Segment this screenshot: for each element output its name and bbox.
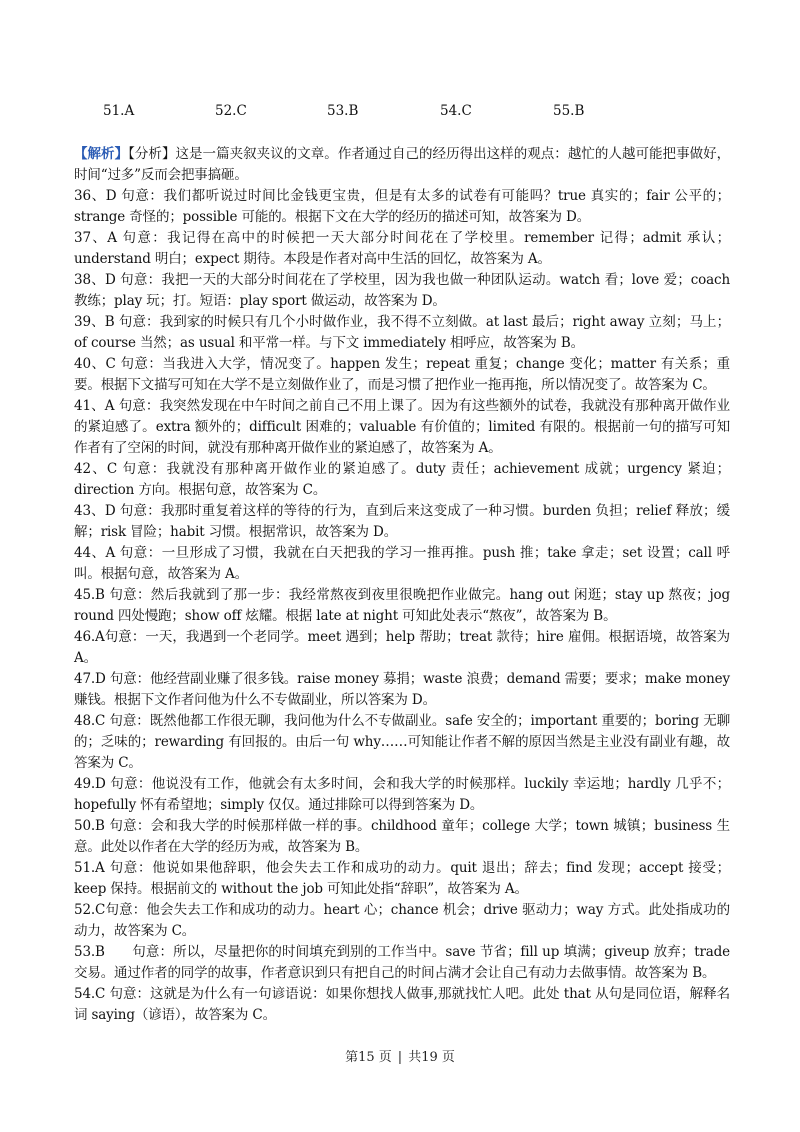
explanation-48: 48.C 句意：既然他都工作很无聊，我问他为什么不专做副业。safe 安全的；important 重要的；boring 无聊的；乏味的；rewarding 有回报的。由后一句 why……可知能让作者不解的原因当然是主业没有副业有趣，故答案为 C。 bbox=[74, 713, 730, 771]
explanation-52: 52.C句意：他会失去工作和成功的动力。heart 心；chance 机会；drive 驱动力；way 方式。此处指成功的动力，故答案为 C。 bbox=[74, 902, 730, 939]
explanation-37: 37、A 句意：我记得在高中的时候把一天大部分时间花在了学校里。remember 记得；admit 承认；understand 明白；expect 期待。本段是作者对高中生活的回忆，故答案为 A。 bbox=[74, 230, 730, 267]
explanation-49: 49.D 句意：他说没有工作，他就会有太多时间，会和我大学的时候那样。luckily 幸运地；hardly 几乎不；hopefully 怀有希望地；simply 仅仅。通过排除可以得到答案为 D。 bbox=[74, 776, 730, 813]
explanation-36: 36、D 句意：我们都听说过时间比金钱更宝贵，但是有太多的试卷有可能吗？true 真实的；fair 公平的；strange 奇怪的；possible 可能的。根据下文在大学的经历的描述可知，故答案为 D。 bbox=[74, 188, 730, 225]
analysis-content bbox=[74, 144, 730, 1026]
answer-55: 55.B bbox=[553, 103, 585, 119]
explanation-40: 40、C 句意：当我进入大学，情况变了。happen 发生；repeat 重复；change 变化；matter 有关系；重要。根据下文描写可知在大学不是立刻做作业了，而是习惯了把作业一拖再拖，所以情况变了。故答案为 C。 bbox=[74, 356, 730, 393]
page-footer bbox=[0, 1046, 800, 1065]
page-total: 共19 页 bbox=[408, 1050, 455, 1065]
explanation-45: 45.B 句意：然后我就到了那一步：我经常熬夜到夜里很晚把作业做完。hang out 闲逛；stay up 熬夜；jog round 四处慢跑；show off 炫耀。根据 late at night 可知此处表示“熬夜”，故答案为 B。 bbox=[74, 587, 730, 624]
analysis-intro bbox=[74, 144, 730, 186]
explanation-44: 44、A 句意：一旦形成了习惯，我就在白天把我的学习一推再推。push 推；take 拿走；set 设置；call 呼叫。根据句意，故答案为 A。 bbox=[74, 545, 730, 582]
explanation-41: 41、A 句意：我突然发现在中午时间之前自己不用上课了。因为有这些额外的试卷，我就没有那种离开做作业的紧迫感了。extra 额外的；difficult 困难的；valuable 有价值的；limited 有限的。根据前一句的描写可知作者有了空闲的时间，就没有那种离开做作业的紧迫感了，故答案为 A。 bbox=[74, 398, 730, 456]
explanation-47: 47.D 句意：他经营副业赚了很多钱。raise money 募捐；waste 浪费；demand 需要；要求；make money 赚钱。根据下文作者问他为什么不专做副业，所以答案为 D。 bbox=[74, 671, 730, 708]
explanation-54: 54.C 句意：这就是为什么有一句谚语说：如果你想找人做事,那就找忙人吧。此处 that 从句是同位语，解释名词 saying（谚语），故答案为 C。 bbox=[74, 986, 730, 1023]
analysis-summary: 【分析】这是一篇夹叙夹议的文章。作者通过自己的经历得出这样的观点：越忙的人越可能把事做好，时间“过多”反而会把事搞砸。 bbox=[74, 146, 731, 183]
explanation-43: 43、D 句意：我那时重复着这样的等待的行为，直到后来这变成了一种习惯。burden 负担；relief 释放；缓解；risk 冒险；habit 习惯。根据常识，故答案为 D。 bbox=[74, 503, 730, 540]
footer-separator: | bbox=[397, 1050, 403, 1065]
answer-53: 53.B bbox=[327, 103, 359, 119]
explanation-53: 53.B 句意：所以，尽量把你的时间填充到别的工作当中。save 节省；fill up 填满；giveup 放弃；trade 交易。通过作者的同学的故事，作者意识到只有把自己的时间占满才会让自己有动力去做事情。故答案为 B。 bbox=[74, 944, 730, 981]
answer-52: 52.C bbox=[215, 103, 247, 119]
explanation-38: 38、D 句意：我把一天的大部分时间花在了学校里，因为我也做一种团队运动。watch 看；love 爱；coach 教练；play 玩；打。短语：play sport 做运动，故答案为 D。 bbox=[74, 272, 730, 309]
explanation-46: 46.A句意：一天，我遇到一个老同学。meet 遇到；help 帮助；treat 款待；hire 雇佣。根据语境，故答案为 A。 bbox=[74, 629, 730, 666]
answer-54: 54.C bbox=[440, 103, 472, 119]
explanation-42: 42、C 句意：我就没有那种离开做作业的紧迫感了。duty 责任；achievement 成就；urgency 紧迫；direction 方向。根据句意，故答案为 C。 bbox=[74, 461, 730, 498]
explanation-50: 50.B 句意：会和我大学的时候那样做一样的事。childhood 童年；college 大学；town 城镇；business 生意。此处以作者在大学的经历为戒，故答案为 B。 bbox=[74, 818, 730, 855]
explanation-39: 39、B 句意：我到家的时候只有几个小时做作业，我不得不立刻做。at last 最后；right away 立刻；马上；of course 当然；as usual 和平常一样。与下文 immediately 相呼应，故答案为 B。 bbox=[74, 314, 730, 351]
answer-51: 51.A bbox=[103, 103, 135, 119]
explanation-51: 51.A 句意：他说如果他辞职，他会失去工作和成功的动力。quit 退出；辞去；find 发现；accept 接受；keep 保持。根据前文的 without the job 可知此处指“辞职”，故答案为 A。 bbox=[74, 860, 730, 897]
analysis-label: 【解析】 bbox=[74, 146, 129, 162]
page-number: 第15 页 bbox=[345, 1050, 392, 1065]
